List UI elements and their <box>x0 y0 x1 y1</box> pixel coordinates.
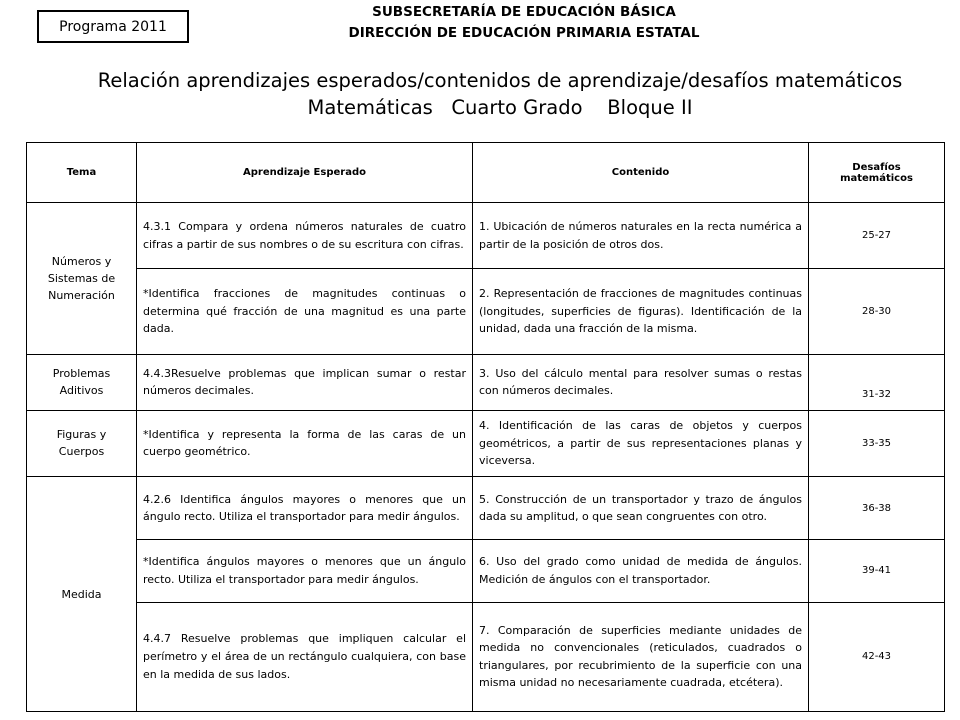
aprendizaje-cell: *Identifica ángulos mayores o menores que un ángulo recto. Utiliza el transportador para medir ángulos. <box>137 540 473 602</box>
aprendizaje-cell: *Identifica y representa la forma de las caras de un cuerpo geométrico. <box>137 410 473 476</box>
aprendizaje-cell: 4.2.6 Identifica ángulos mayores o menores que un ángulo recto. Utiliza el transportador para medir ángulos. <box>137 477 473 540</box>
header-direccion: DIRECCIÓN DE EDUCACIÓN PRIMARIA ESTATAL <box>348 25 700 41</box>
desafios-cell: 36-38 <box>809 477 945 540</box>
desafios-cell: 39-41 <box>809 540 945 602</box>
table-row <box>27 354 945 410</box>
table-header-row <box>27 143 945 203</box>
aprendizaje-cell: 4.4.7 Resuelve problemas que impliquen calcular el perímetro y el área de un rectángulo cualquiera, con base en la medida de sus lados. <box>137 602 473 711</box>
header-tema: Tema <box>27 143 137 203</box>
header-aprendizaje: Aprendizaje Esperado <box>137 143 473 203</box>
aprendizaje-cell: 4.3.1 Compara y ordena números naturales de cuatro cifras a partir de sus nombres o de su escritura con cifras. <box>137 203 473 269</box>
contenido-cell: 5. Construcción de un transportador y trazo de ángulos dada su amplitud, o que sean congruentes con otro. <box>473 477 809 540</box>
page-title: Relación aprendizajes esperados/contenidos de aprendizaje/desafíos matemáticos <box>97 69 903 92</box>
tema-cell: Problemas Aditivos <box>27 354 137 410</box>
table-row <box>27 540 945 602</box>
contenido-cell: 7. Comparación de superficies mediante unidades de medida no convencionales (reticulados, cuadrados o triangulares, por recubrimiento de la superficie con una misma unidad no necesariamente cuadrada, etcétera). <box>473 602 809 711</box>
desafios-cell: 31-32 <box>809 354 945 410</box>
contenido-cell: 3. Uso del cálculo mental para resolver sumas o restas con números decimales. <box>473 354 809 410</box>
aprendizaje-cell: *Identifica fracciones de magnitudes continuas o determina qué fracción de una magnitud es una parte dada. <box>137 269 473 354</box>
desafios-cell: 33-35 <box>809 410 945 476</box>
desafios-cell: 28-30 <box>809 269 945 354</box>
relation-table <box>26 142 945 712</box>
table-row <box>27 410 945 476</box>
tema-cell: Figuras y Cuerpos <box>27 410 137 476</box>
header-subsecretaria: SUBSECRETARÍA DE EDUCACIÓN BÁSICA <box>372 4 676 20</box>
tema-cell: Números y Sistemas de Numeración <box>27 203 137 355</box>
table-row <box>27 477 945 540</box>
header-contenido: Contenido <box>473 143 809 203</box>
desafios-cell: 42-43 <box>809 602 945 711</box>
contenido-cell: 4. Identificación de las caras de objetos y cuerpos geométricos, a partir de sus representaciones planas y viceversa. <box>473 410 809 476</box>
tema-cell: Medida <box>27 477 137 712</box>
contenido-cell: 6. Uso del grado como unidad de medida de ángulos. Medición de ángulos con el transportador. <box>473 540 809 602</box>
header-desafios: Desafíos matemáticos <box>809 143 945 203</box>
page-subtitle: Matemáticas Cuarto Grado Bloque II <box>307 96 693 119</box>
table-row <box>27 203 945 269</box>
desafios-cell: 25-27 <box>809 203 945 269</box>
table-row <box>27 602 945 711</box>
table-row <box>27 269 945 354</box>
contenido-cell: 2. Representación de fracciones de magnitudes continuas (longitudes, superficies de figuras). Identificación de la unidad, dada una fracción de la misma. <box>473 269 809 354</box>
aprendizaje-cell: 4.4.3Resuelve problemas que implican sumar o restar números decimales. <box>137 354 473 410</box>
program-label: Programa 2011 <box>37 10 189 43</box>
contenido-cell: 1. Ubicación de números naturales en la recta numérica a partir de la posición de otros dos. <box>473 203 809 269</box>
